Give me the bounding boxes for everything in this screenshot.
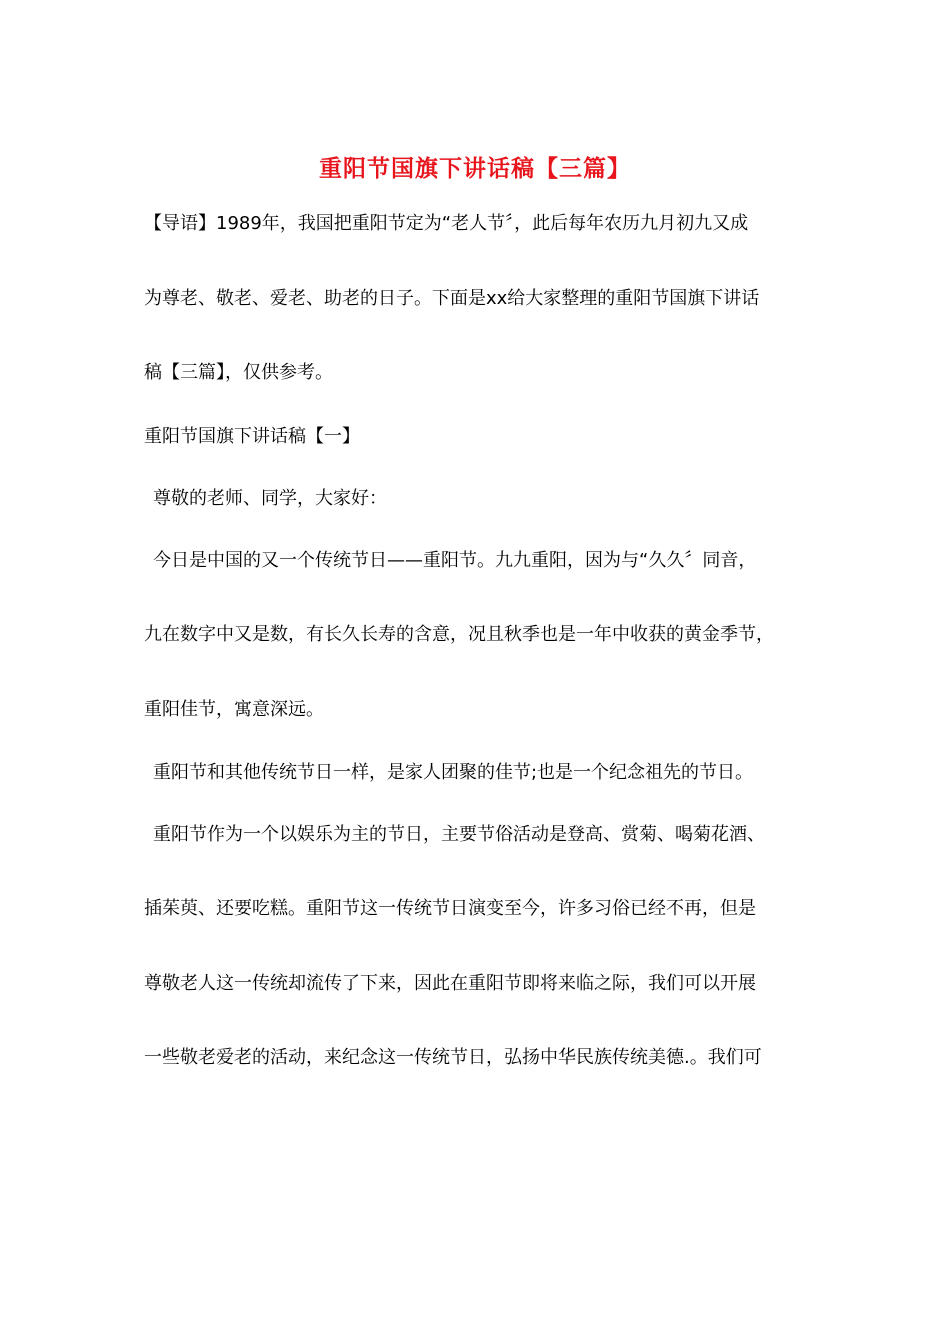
- document-title: 重阳节国旗下讲话稿【三篇】: [319, 156, 631, 182]
- paragraph-1-line-2: 九在数字中又是数，有长久长寿的含意，况且秋季也是一年中收获的黄金季节，: [144, 624, 774, 645]
- intro-line-3: 稿【三篇】，仅供参考。: [144, 362, 333, 383]
- greeting-line: 尊敬的老师、同学，大家好：: [153, 488, 387, 509]
- paragraph-1-line-1: 今日是中国的又一个传统节日——重阳节。九九重阳，因为与“久久〞同音，: [153, 550, 757, 571]
- paragraph-1-line-3: 重阳佳节，寓意深远。: [144, 699, 324, 720]
- paragraph-3-line-1: 重阳节作为一个以娱乐为主的节日，主要节俗活动是登高、赏菊、喝菊花酒、: [153, 824, 765, 845]
- paragraph-2-line-1: 重阳节和其他传统节日一样，是家人团聚的佳节;也是一个纪念祖先的节日。: [153, 762, 754, 783]
- paragraph-3-line-3: 尊敬老人这一传统却流传了下来，因此在重阳节即将来临之际，我们可以开展: [144, 973, 756, 994]
- paragraph-3-line-4: 一些敬老爱老的活动，来纪念这一传统节日，弘扬中华民族传统美德.。我们可: [144, 1047, 762, 1068]
- paragraph-3-line-2: 插茱萸、还要吃糕。重阳节这一传统节日演变至今，许多习俗已经不再，但是: [144, 898, 756, 919]
- intro-line-1: 【导语】1989年，我国把重阳节定为“老人节〞，此后每年农历九月初九又成: [144, 213, 749, 234]
- section-heading: 重阳节国旗下讲话稿【一】: [144, 426, 360, 447]
- intro-line-2: 为尊老、敬老、爱老、助老的日子。下面是xx给大家整理的重阳节国旗下讲话: [144, 288, 760, 309]
